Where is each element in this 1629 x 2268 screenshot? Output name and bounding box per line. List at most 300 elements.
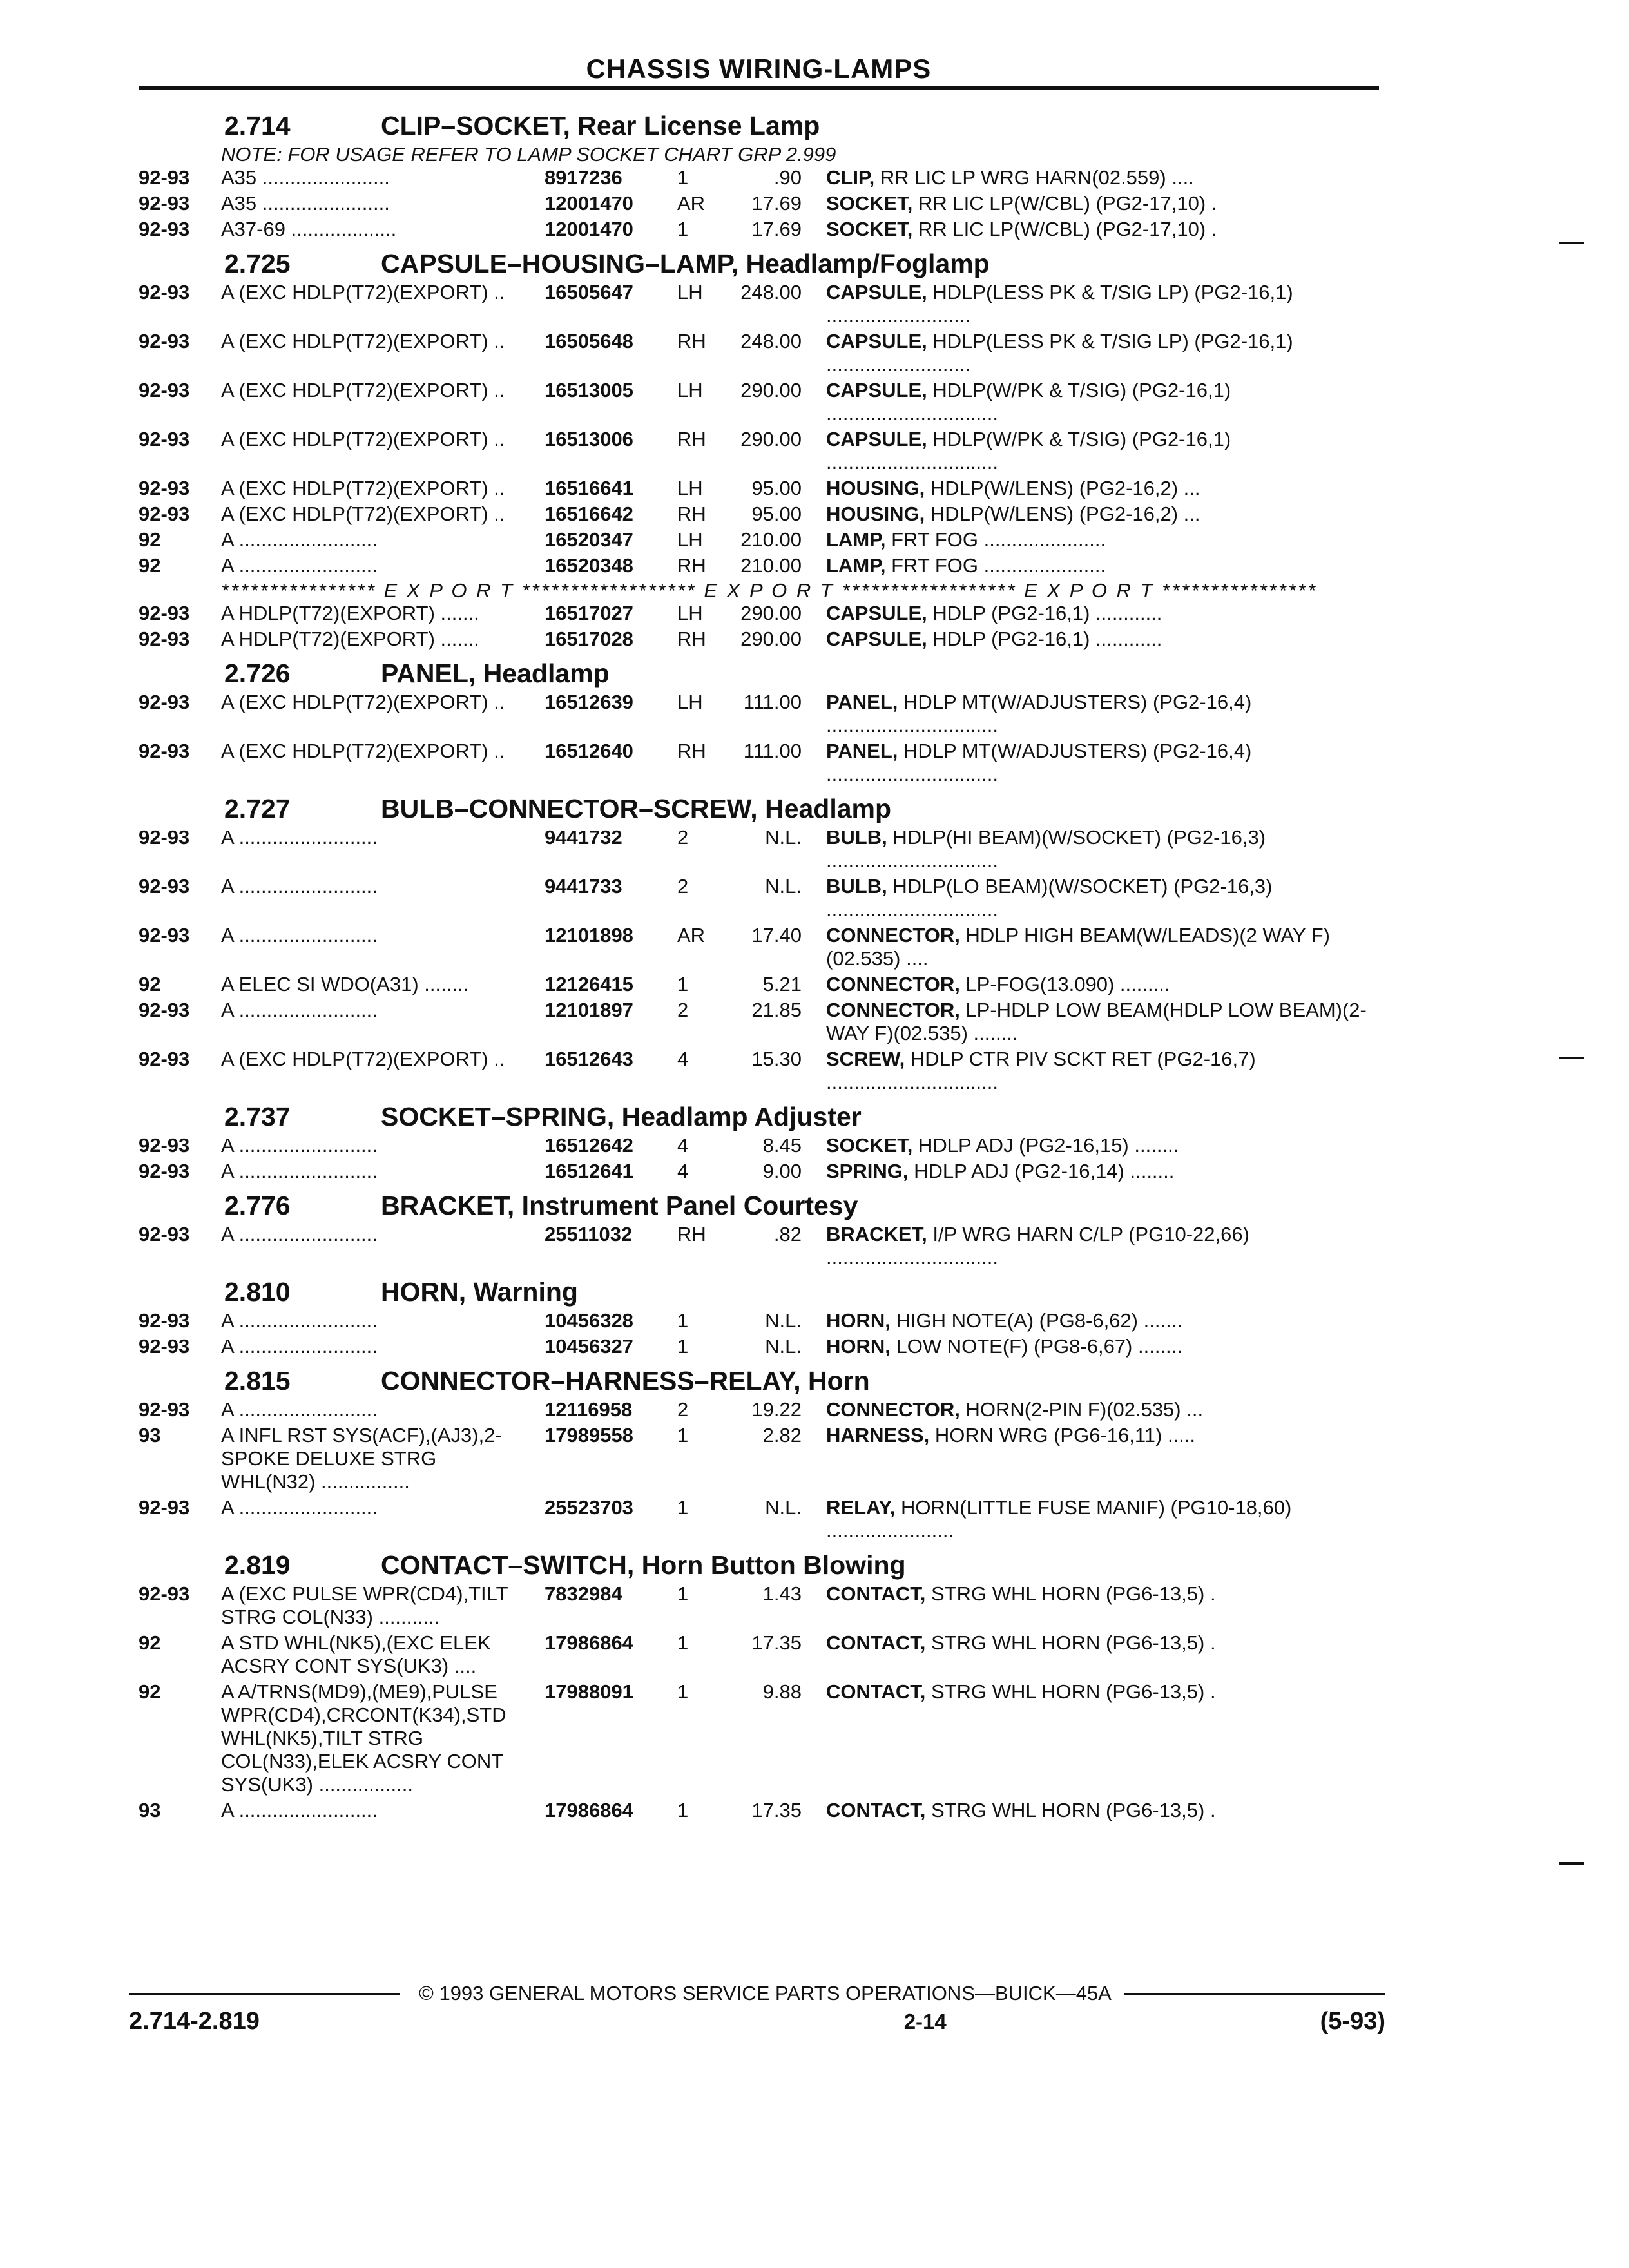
part-name: SOCKET, xyxy=(826,1134,913,1157)
quantity: RH xyxy=(677,503,706,525)
part-row xyxy=(139,691,1385,737)
usage-code: A ......................... xyxy=(221,1223,378,1245)
group-title: BULB–CONNECTOR–SCREW, Headlamp xyxy=(381,794,892,823)
part-name: SCREW, xyxy=(826,1048,905,1070)
part-number: 12126415 xyxy=(545,973,633,995)
part-name: BULB, xyxy=(826,826,887,849)
price: 290.00 xyxy=(740,602,802,624)
part-name: CAPSULE, xyxy=(826,281,927,303)
usage-code: A37-69 ................... xyxy=(221,218,397,240)
part-detail: I/P WRG HARN C/LP (PG10-22,66) ............................... xyxy=(826,1223,1249,1269)
part-number: 16512639 xyxy=(545,691,633,713)
quantity: RH xyxy=(677,1223,706,1245)
part-description xyxy=(826,192,1385,215)
part-number: 16512643 xyxy=(545,1048,633,1070)
part-row xyxy=(139,1048,1385,1094)
model-year: 92 xyxy=(139,973,161,995)
model-year: 92-93 xyxy=(139,924,190,947)
usage-code: A ELEC SI WDO(A31) ........ xyxy=(221,973,469,995)
part-row xyxy=(139,330,1385,376)
part-description xyxy=(826,1799,1385,1822)
margin-tick-mark xyxy=(1559,242,1584,244)
part-description xyxy=(826,826,1385,872)
part-number: 16516642 xyxy=(545,503,633,525)
part-number: 16512641 xyxy=(545,1160,633,1182)
part-description xyxy=(826,428,1385,474)
model-year: 92-93 xyxy=(139,192,190,215)
quantity: 2 xyxy=(677,1398,689,1421)
part-description xyxy=(826,1680,1385,1796)
part-description xyxy=(826,1048,1385,1094)
price: 9.00 xyxy=(762,1160,802,1182)
part-number: 17986864 xyxy=(545,1799,633,1821)
part-description xyxy=(826,999,1385,1045)
part-number: 8917236 xyxy=(545,166,622,189)
usage-code: A ......................... xyxy=(221,1160,378,1182)
price: 19.22 xyxy=(751,1398,802,1421)
group-title: HORN, Warning xyxy=(381,1277,578,1307)
part-row xyxy=(139,628,1385,651)
part-detail: HDLP(W/PK & T/SIG) (PG2-16,1) ............................... xyxy=(826,428,1231,474)
part-number: 10456327 xyxy=(545,1335,633,1358)
part-name: CAPSULE, xyxy=(826,602,927,624)
part-name: SOCKET, xyxy=(826,192,913,215)
usage-code: A ......................... xyxy=(221,1309,378,1332)
part-name: SPRING, xyxy=(826,1160,909,1182)
part-number: 16520348 xyxy=(545,554,633,577)
quantity: 1 xyxy=(677,973,689,995)
part-description xyxy=(826,740,1385,786)
part-detail: LOW NOTE(F) (PG8-6,67) ........ xyxy=(890,1335,1182,1358)
usage-code: A INFL RST SYS(ACF),(AJ3),2- SPOKE DELUXE STRG WHL(N32) ................ xyxy=(221,1424,502,1493)
part-row xyxy=(139,528,1385,552)
margin-tick-mark xyxy=(1559,1057,1584,1059)
model-year: 92 xyxy=(139,1631,161,1654)
quantity: RH xyxy=(677,428,706,450)
part-detail: HDLP(W/LENS) (PG2-16,2) ... xyxy=(925,477,1200,499)
model-year: 92-93 xyxy=(139,503,190,525)
model-year: 93 xyxy=(139,1799,161,1821)
part-number: 12101897 xyxy=(545,999,633,1021)
quantity: AR xyxy=(677,192,706,215)
quantity: AR xyxy=(677,924,706,947)
model-year: 93 xyxy=(139,1424,161,1446)
part-number: 16505648 xyxy=(545,330,633,352)
part-number: 17988091 xyxy=(545,1680,633,1703)
usage-code: A (EXC HDLP(T72)(EXPORT) .. xyxy=(221,691,505,713)
quantity: 1 xyxy=(677,1799,689,1821)
part-name: BRACKET, xyxy=(826,1223,927,1245)
part-number: 9441733 xyxy=(545,875,622,898)
model-year: 92-93 xyxy=(139,826,190,849)
part-description xyxy=(826,1631,1385,1678)
usage-code: A ......................... xyxy=(221,554,378,577)
usage-code: A ......................... xyxy=(221,528,378,551)
part-number: 12001470 xyxy=(545,218,633,240)
usage-code: A (EXC PULSE WPR(CD4),TILT STRG COL(N33) ........... xyxy=(221,1582,508,1628)
parts-catalog-body xyxy=(139,103,1385,1825)
part-description xyxy=(826,330,1385,376)
group-title: CLIP–SOCKET, Rear License Lamp xyxy=(381,111,820,140)
part-number: 16516641 xyxy=(545,477,633,499)
part-description xyxy=(826,628,1385,651)
part-detail: HORN WRG (PG6-16,11) ..... xyxy=(929,1424,1196,1446)
part-detail: STRG WHL HORN (PG6-13,5) . xyxy=(925,1799,1216,1821)
group-number: 2.776 xyxy=(224,1191,291,1220)
part-detail: HDLP HIGH BEAM(W/LEADS)(2 WAY F)(02.535) .... xyxy=(826,924,1330,970)
price: 17.35 xyxy=(751,1799,802,1821)
part-number: 12101898 xyxy=(545,924,633,947)
part-row xyxy=(139,740,1385,786)
model-year: 92-93 xyxy=(139,218,190,240)
part-row xyxy=(139,1398,1385,1421)
group-heading xyxy=(139,1100,1385,1133)
model-year: 92-93 xyxy=(139,628,190,650)
part-row xyxy=(139,1160,1385,1183)
part-detail: RR LIC LP(W/CBL) (PG2-17,10) . xyxy=(912,218,1217,240)
part-number: 25523703 xyxy=(545,1496,633,1519)
model-year: 92-93 xyxy=(139,330,190,352)
part-number: 16513005 xyxy=(545,379,633,401)
part-row xyxy=(139,826,1385,872)
model-year: 92-93 xyxy=(139,281,190,303)
price: 17.35 xyxy=(751,1631,802,1654)
group-heading xyxy=(139,657,1385,689)
part-description xyxy=(826,691,1385,737)
price: 290.00 xyxy=(740,428,802,450)
part-number: 17986864 xyxy=(545,1631,633,1654)
price: 95.00 xyxy=(751,503,802,525)
part-description xyxy=(826,477,1385,500)
part-detail: HDLP (PG2-16,1) ............ xyxy=(927,602,1162,624)
part-description xyxy=(826,1309,1385,1332)
part-name: CLIP, xyxy=(826,166,875,189)
group-title: SOCKET–SPRING, Headlamp Adjuster xyxy=(381,1102,862,1131)
quantity: 1 xyxy=(677,1631,689,1654)
price: N.L. xyxy=(765,1309,802,1332)
usage-code: A (EXC HDLP(T72)(EXPORT) .. xyxy=(221,1048,505,1070)
group-title: CONNECTOR–HARNESS–RELAY, Horn xyxy=(381,1366,870,1396)
part-description xyxy=(826,1582,1385,1629)
footer-copyright-line xyxy=(129,1982,1385,2005)
price: .82 xyxy=(773,1223,802,1245)
group-heading xyxy=(139,110,1385,142)
part-row xyxy=(139,602,1385,625)
price: 248.00 xyxy=(740,281,802,303)
model-year: 92-93 xyxy=(139,1582,190,1605)
price: 1.43 xyxy=(762,1582,802,1605)
part-detail: FRT FOG ...................... xyxy=(885,554,1106,577)
part-row xyxy=(139,192,1385,215)
quantity: 1 xyxy=(677,1309,689,1332)
part-description xyxy=(826,1398,1385,1421)
part-description xyxy=(826,379,1385,425)
part-number: 16513006 xyxy=(545,428,633,450)
part-name: HOUSING, xyxy=(826,477,925,499)
quantity: 1 xyxy=(677,1424,689,1446)
group-heading xyxy=(139,1549,1385,1581)
model-year: 92-93 xyxy=(139,1134,190,1157)
part-description xyxy=(826,973,1385,996)
part-name: CONNECTOR, xyxy=(826,999,960,1021)
quantity: LH xyxy=(677,691,703,713)
quantity: 4 xyxy=(677,1160,689,1182)
part-name: CONNECTOR, xyxy=(826,1398,960,1421)
price: 95.00 xyxy=(751,477,802,499)
part-row xyxy=(139,1496,1385,1542)
part-number: 16520347 xyxy=(545,528,633,551)
part-description xyxy=(826,1496,1385,1542)
part-detail: STRG WHL HORN (PG6-13,5) . xyxy=(925,1680,1216,1703)
part-name: HORN, xyxy=(826,1335,891,1358)
export-divider: **************** E X P O R T ****************** E X P O R T ****************** E X P O R T **************** xyxy=(221,580,1318,602)
part-description xyxy=(826,166,1385,189)
price: 248.00 xyxy=(740,330,802,352)
group-number: 2.815 xyxy=(224,1366,291,1396)
quantity: 1 xyxy=(677,1335,689,1358)
part-row xyxy=(139,554,1385,577)
quantity: 1 xyxy=(677,1496,689,1519)
usage-code: A ......................... xyxy=(221,1335,378,1358)
part-detail: HDLP CTR PIV SCKT RET (PG2-16,7) ............................... xyxy=(826,1048,1256,1093)
part-name: LAMP, xyxy=(826,554,886,577)
part-name: PANEL, xyxy=(826,691,898,713)
usage-code: A (EXC HDLP(T72)(EXPORT) .. xyxy=(221,330,505,352)
part-row xyxy=(139,1680,1385,1796)
part-description xyxy=(826,1160,1385,1183)
part-description xyxy=(826,503,1385,526)
part-row xyxy=(139,218,1385,241)
part-detail: FRT FOG ...................... xyxy=(885,528,1106,551)
usage-code: A HDLP(T72)(EXPORT) ....... xyxy=(221,602,479,624)
part-detail: HDLP MT(W/ADJUSTERS) (PG2-16,4) ............................... xyxy=(826,691,1252,736)
part-detail: HDLP(LESS PK & T/SIG LP) (PG2-16,1) .......................... xyxy=(826,281,1293,327)
part-detail: RR LIC LP WRG HARN(02.559) .... xyxy=(874,166,1194,189)
part-name: CONTACT, xyxy=(826,1631,926,1654)
part-detail: HDLP ADJ (PG2-16,15) ........ xyxy=(912,1134,1179,1157)
part-detail: HDLP(LO BEAM)(W/SOCKET) (PG2-16,3) ............................... xyxy=(826,875,1273,921)
usage-note: NOTE: FOR USAGE REFER TO LAMP SOCKET CHART GRP 2.999 xyxy=(221,143,836,166)
footer-rule xyxy=(1124,1993,1385,1995)
part-detail: HDLP MT(W/ADJUSTERS) (PG2-16,4) ............................... xyxy=(826,740,1252,785)
usage-code: A STD WHL(NK5),(EXC ELEK ACSRY CONT SYS(UK3) .... xyxy=(221,1631,491,1677)
part-detail: HDLP(W/LENS) (PG2-16,2) ... xyxy=(925,503,1200,525)
part-detail: HDLP(LESS PK & T/SIG LP) (PG2-16,1) .......................... xyxy=(826,330,1293,376)
part-number: 10456328 xyxy=(545,1309,633,1332)
quantity: 1 xyxy=(677,218,689,240)
part-row xyxy=(139,1582,1385,1629)
footer-group-range: 2.714-2.819 xyxy=(129,2008,260,2035)
price: 111.00 xyxy=(743,740,802,762)
quantity: LH xyxy=(677,379,703,401)
group-number: 2.819 xyxy=(224,1550,291,1580)
part-number: 12116958 xyxy=(545,1398,633,1421)
usage-code: A35 ....................... xyxy=(221,192,390,215)
page-title: CHASSIS WIRING-LAMPS xyxy=(139,53,1379,90)
part-row xyxy=(139,1424,1385,1494)
part-detail: HDLP (PG2-16,1) ............ xyxy=(927,628,1162,650)
price: 111.00 xyxy=(743,691,802,713)
price: 5.21 xyxy=(762,973,802,995)
quantity: 2 xyxy=(677,826,689,849)
part-row xyxy=(139,875,1385,921)
part-number: 16517028 xyxy=(545,628,633,650)
part-description xyxy=(826,875,1385,921)
model-year: 92-93 xyxy=(139,166,190,189)
part-description xyxy=(826,1424,1385,1494)
part-name: CAPSULE, xyxy=(826,379,927,401)
quantity: RH xyxy=(677,740,706,762)
part-name: CONNECTOR, xyxy=(826,973,960,995)
part-description xyxy=(826,1223,1385,1269)
quantity: 4 xyxy=(677,1048,689,1070)
footer-date: (5-93) xyxy=(1320,2008,1385,2035)
part-name: CAPSULE, xyxy=(826,428,927,450)
group-number: 2.726 xyxy=(224,658,291,688)
part-row xyxy=(139,973,1385,996)
footer-copyright: © 1993 GENERAL MOTORS SERVICE PARTS OPERATIONS—BUICK—45A xyxy=(419,1982,1112,2004)
model-year: 92-93 xyxy=(139,1496,190,1519)
quantity: RH xyxy=(677,628,706,650)
part-row xyxy=(139,166,1385,189)
part-row xyxy=(139,477,1385,500)
usage-code: A ......................... xyxy=(221,826,378,849)
margin-tick-mark xyxy=(1559,1862,1584,1865)
model-year: 92 xyxy=(139,554,161,577)
part-row xyxy=(139,1335,1385,1358)
part-row xyxy=(139,999,1385,1045)
model-year: 92-93 xyxy=(139,428,190,450)
part-detail: HDLP ADJ (PG2-16,14) ........ xyxy=(908,1160,1175,1182)
part-number: 16505647 xyxy=(545,281,633,303)
quantity: 1 xyxy=(677,1680,689,1703)
group-heading xyxy=(139,1365,1385,1397)
price: 17.40 xyxy=(751,924,802,947)
group-heading xyxy=(139,247,1385,280)
usage-code: A (EXC HDLP(T72)(EXPORT) .. xyxy=(221,379,505,401)
model-year: 92-93 xyxy=(139,602,190,624)
group-title: CONTACT–SWITCH, Horn Button Blowing xyxy=(381,1550,906,1580)
model-year: 92 xyxy=(139,1680,161,1703)
usage-code: A (EXC HDLP(T72)(EXPORT) .. xyxy=(221,428,505,450)
part-detail: RR LIC LP(W/CBL) (PG2-17,10) . xyxy=(912,192,1217,215)
part-detail: HORN(2-PIN F)(02.535) ... xyxy=(959,1398,1204,1421)
part-detail: HDLP(HI BEAM)(W/SOCKET) (PG2-16,3) ............................... xyxy=(826,826,1266,872)
quantity: 4 xyxy=(677,1134,689,1157)
part-description xyxy=(826,1335,1385,1358)
price: 21.85 xyxy=(751,999,802,1021)
quantity: 2 xyxy=(677,999,689,1021)
usage-code: A HDLP(T72)(EXPORT) ....... xyxy=(221,628,479,650)
group-number: 2.714 xyxy=(224,111,291,140)
model-year: 92-93 xyxy=(139,875,190,898)
quantity: RH xyxy=(677,554,706,577)
part-detail: HIGH NOTE(A) (PG8-6,62) ....... xyxy=(890,1309,1182,1332)
quantity: 1 xyxy=(677,166,689,189)
price: 2.82 xyxy=(762,1424,802,1446)
part-number: 7832984 xyxy=(545,1582,622,1605)
model-year: 92-93 xyxy=(139,691,190,713)
part-description xyxy=(826,528,1385,552)
part-row xyxy=(139,924,1385,970)
quantity: LH xyxy=(677,528,703,551)
part-detail: STRG WHL HORN (PG6-13,5) . xyxy=(925,1582,1216,1605)
model-year: 92-93 xyxy=(139,1398,190,1421)
part-detail: HDLP(W/PK & T/SIG) (PG2-16,1) ............................... xyxy=(826,379,1231,425)
part-name: HORN, xyxy=(826,1309,891,1332)
group-heading xyxy=(139,793,1385,825)
model-year: 92-93 xyxy=(139,477,190,499)
group-number: 2.727 xyxy=(224,794,291,823)
part-name: BULB, xyxy=(826,875,887,898)
price: N.L. xyxy=(765,875,802,898)
part-name: HOUSING, xyxy=(826,503,925,525)
price: N.L. xyxy=(765,1335,802,1358)
part-detail: STRG WHL HORN (PG6-13,5) . xyxy=(925,1631,1216,1654)
price: 17.69 xyxy=(751,192,802,215)
model-year: 92-93 xyxy=(139,1335,190,1358)
part-name: CONTACT, xyxy=(826,1582,926,1605)
price: N.L. xyxy=(765,826,802,849)
model-year: 92-93 xyxy=(139,379,190,401)
usage-code: A ......................... xyxy=(221,924,378,947)
usage-code: A (EXC HDLP(T72)(EXPORT) .. xyxy=(221,740,505,762)
part-description xyxy=(826,218,1385,241)
part-number: 17989558 xyxy=(545,1424,633,1446)
part-number: 16512640 xyxy=(545,740,633,762)
group-title: PANEL, Headlamp xyxy=(381,658,610,688)
usage-code: A ......................... xyxy=(221,1799,378,1821)
usage-code: A (EXC HDLP(T72)(EXPORT) .. xyxy=(221,477,505,499)
usage-code: A (EXC HDLP(T72)(EXPORT) .. xyxy=(221,503,505,525)
part-name: CAPSULE, xyxy=(826,628,927,650)
part-name: RELAY, xyxy=(826,1496,896,1519)
model-year: 92-93 xyxy=(139,1048,190,1070)
group-number: 2.737 xyxy=(224,1102,291,1131)
part-name: LAMP, xyxy=(826,528,886,551)
part-row xyxy=(139,503,1385,526)
footer-page-number: 2-14 xyxy=(903,2010,947,2033)
part-row xyxy=(139,1309,1385,1332)
part-detail: LP-HDLP LOW BEAM(HDLP LOW BEAM)(2-WAY F)(02.535) ........ xyxy=(826,999,1367,1044)
price: 210.00 xyxy=(740,554,802,577)
part-row xyxy=(139,1631,1385,1678)
part-number: 12001470 xyxy=(545,192,633,215)
usage-code: A35 ....................... xyxy=(221,166,390,189)
model-year: 92-93 xyxy=(139,1160,190,1182)
part-name: CAPSULE, xyxy=(826,330,927,352)
price: 9.88 xyxy=(762,1680,802,1703)
part-number: 16517027 xyxy=(545,602,633,624)
model-year: 92-93 xyxy=(139,999,190,1021)
usage-code: A ......................... xyxy=(221,875,378,898)
price: 210.00 xyxy=(740,528,802,551)
usage-code: A ......................... xyxy=(221,999,378,1021)
usage-code: A ......................... xyxy=(221,1496,378,1519)
part-name: PANEL, xyxy=(826,740,898,762)
model-year: 92 xyxy=(139,528,161,551)
part-number: 25511032 xyxy=(545,1223,633,1245)
part-detail: LP-FOG(13.090) ......... xyxy=(959,973,1170,995)
quantity: 2 xyxy=(677,875,689,898)
price: 8.45 xyxy=(762,1134,802,1157)
part-row xyxy=(139,428,1385,474)
quantity: LH xyxy=(677,281,703,303)
part-name: SOCKET, xyxy=(826,218,913,240)
quantity: 1 xyxy=(677,1582,689,1605)
usage-code: A ......................... xyxy=(221,1134,378,1157)
group-heading xyxy=(139,1189,1385,1222)
